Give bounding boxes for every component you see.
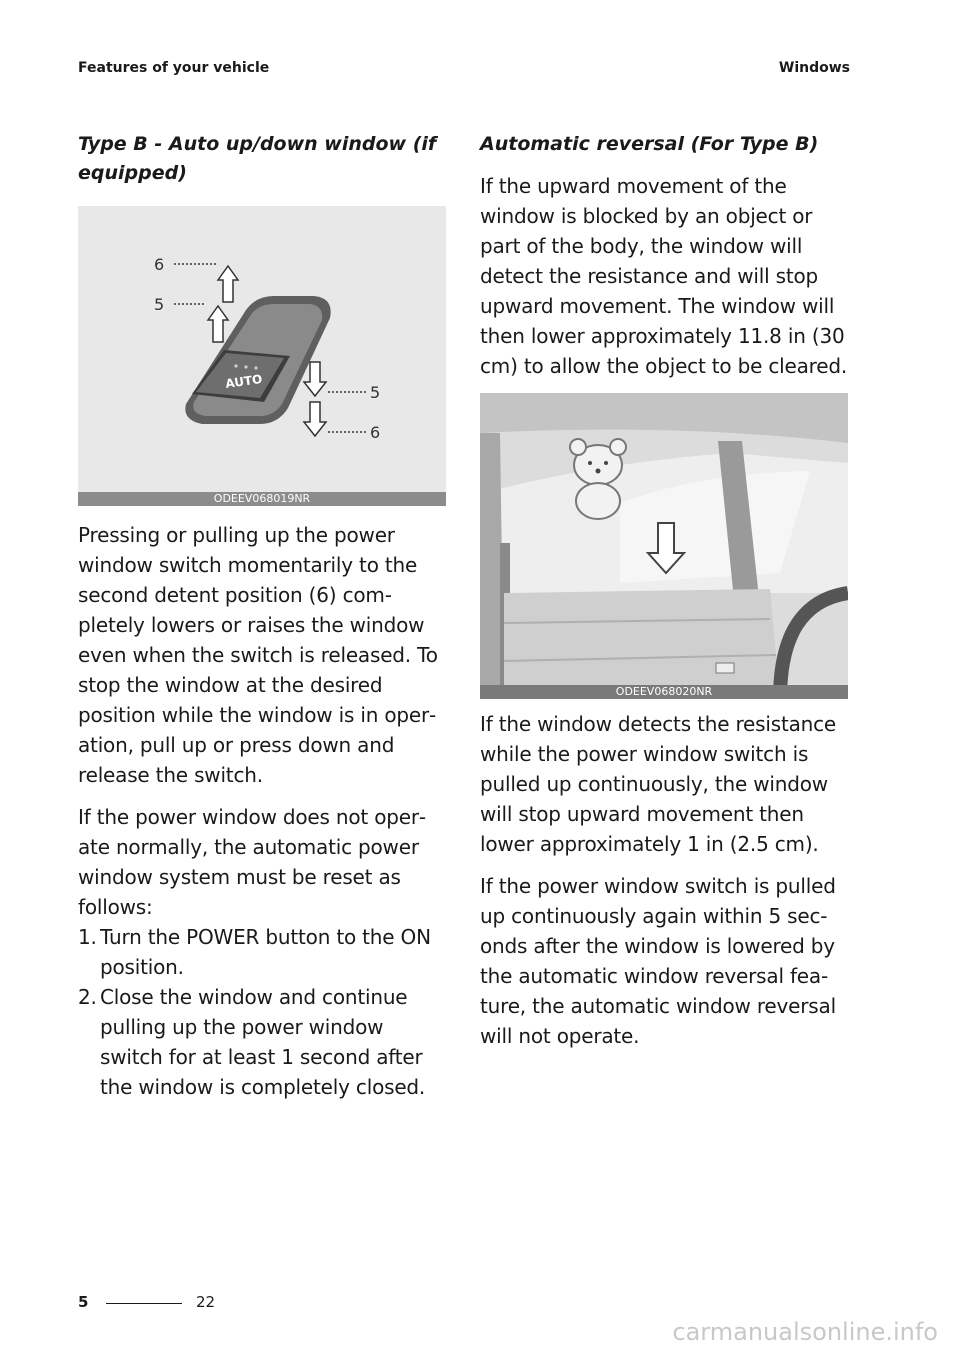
paragraph-auto-operation: Pressing or pulling up the power window switch momentarily to the second detent position (6) completely lowers or raises the window even when the switch is released. To stop the window at the desired position while the window is in operation, pull up or press down and release the switch. <box>78 523 438 787</box>
figure-window-reversal <box>480 393 848 699</box>
label-down-5: 5 <box>370 383 381 402</box>
label-up-5: 5 <box>154 295 165 314</box>
section-title-auto-reversal: Automatic reversal (For Type B) <box>480 133 819 155</box>
footer-divider <box>106 1303 182 1304</box>
paragraph-reversal-disabled: If the power window switch is pulled up continuously again within 5 seconds after the window is lowered by the automatic window reversal feature, the automatic window reversal will not operate. <box>480 874 836 1048</box>
figure-caption: ODEEV068019NR <box>78 492 446 506</box>
running-header-topic: Windows <box>778 60 850 76</box>
figure-window-switch <box>78 206 446 506</box>
right-column <box>480 130 850 1063</box>
window-switch-illustration <box>78 206 446 506</box>
section-title-auto-window: Type B - Auto up/down window (if equipped) <box>78 133 437 184</box>
watermark-text: carmanualsonline.info <box>672 1318 938 1346</box>
figure-caption: ODEEV068020NR <box>480 685 848 699</box>
paragraph-resistance-detect: If the window detects the resistance while the power window switch is pulled up continuously, the window will stop upward movement then lower approximately 1 in (2.5 cm). <box>480 712 837 856</box>
reset-steps-list <box>78 922 448 1102</box>
paragraph-reset-intro: If the power window does not operate normally, the automatic power window system must be reset as follows: <box>78 805 427 919</box>
running-header-section: Features of your vehicle <box>78 60 270 76</box>
left-column <box>78 130 448 1102</box>
list-item: 2. Close the window and continue pulling up the power window switch for at least 1 second after the window is completely closed. <box>78 985 426 1099</box>
label-up-6: 6 <box>154 255 165 274</box>
footer-section-number: 5 <box>78 1293 89 1311</box>
switch-auto-label: AUTO <box>224 371 264 391</box>
window-reversal-illustration <box>480 393 848 699</box>
paragraph-reversal-description: If the upward movement of the window is blocked by an object or part of the body, the window will detect the resistance and will stop upward movement. The window will then lower approximately 11.8 in (30 cm) to allow the object to be cleared. <box>480 174 848 378</box>
list-item: 1. Turn the POWER button to the ON position. <box>78 925 431 979</box>
footer-page-number: 22 <box>196 1293 216 1311</box>
label-down-6: 6 <box>370 423 381 442</box>
